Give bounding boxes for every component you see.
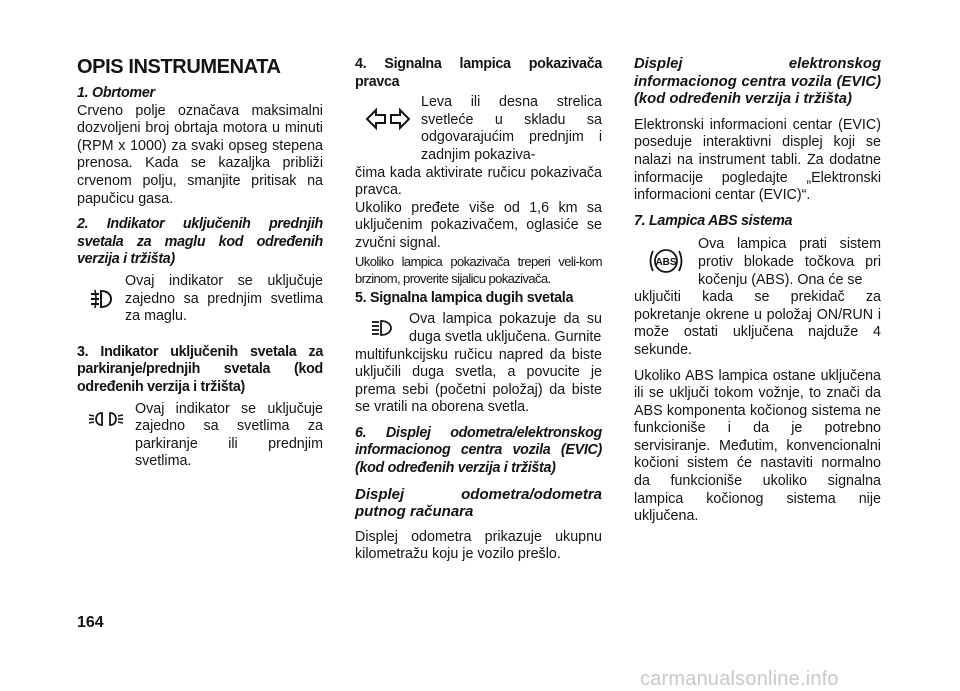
- section-6b-text: Displej odometra prikazuje ukupnu kilometražu koju je vozilo prešlo.: [355, 528, 602, 563]
- section-4-body: [355, 94, 602, 164]
- section-4-text-b: čima kada aktivirate ručicu pokazivača pravca.: [355, 164, 602, 199]
- column-3: [634, 52, 881, 526]
- section-4-text-d: Ukoliko lampica pokazivača treperi veli-kom brzinom, proverite sijalicu pokazivača.: [355, 253, 602, 287]
- column-1: [77, 52, 323, 471]
- section-3-body: [77, 401, 323, 471]
- abs-warning-icon: [634, 236, 698, 286]
- section-3-text: Ovaj indikator se uključuje zajedno sa svetlima za parkiranje ili prednjim svetlima.: [135, 400, 323, 470]
- high-beam-icon: [355, 311, 409, 345]
- parking-lights-icon: [77, 401, 135, 437]
- section-2-heading: 2. Indikator uključenih prednjih svetala za maglu kod određenih verzija i tržišta): [77, 216, 323, 268]
- section-5-heading: 5. Signalna lampica dugih svetala: [355, 289, 574, 306]
- svg-text:ABS: ABS: [655, 257, 677, 269]
- section-1-text: Crveno polje označava maksimalni dozvoljeni broj obrtaja motora u minuti (RPM x 1000) za svaki opseg stepena prenosa. Kada se kazaljka približi crvenom polju, smanjite pritisak na papučicu gasa.: [77, 102, 323, 207]
- section-1-heading: 1. Obrtomer: [77, 85, 155, 101]
- evic-heading: Displej elektronskog informacionog centra vozila (EVIC) (kod određenih verzija i tržišta): [634, 56, 881, 108]
- section-6b-heading: Displej odometra/odometra putnog računara: [355, 485, 602, 521]
- front-fog-light-icon: [77, 273, 125, 325]
- section-4-heading: 4. Signalna lampica pokazivača pravca: [355, 56, 602, 90]
- section-7-text-c: Ukoliko ABS lampica ostane uključena ili se uključi tokom vožnje, to znači da ABS komponenta kočionog sistema ne funkcioniše i da je potrebno servisiranje. Međutim, konvencionalni kočioni sistem će nastaviti normalno da funkcioniše ukoliko signalna lampica kočionog sistema nije uključena.: [634, 367, 881, 525]
- section-4-text-a: Leva ili desna strelica svetleće u skladu sa odgovarajućim prednjim i zadnjim pokaziva-: [421, 94, 602, 163]
- section-2-text: Ovaj indikator se uključuje zajedno sa prednjim svetlima za maglu.: [125, 272, 323, 325]
- section-6-heading: 6. Displej odometra/elektronskog informacionog centra vozila (EVIC) (kod određenih verzija i tržišta): [355, 424, 602, 477]
- page-title: OPIS INSTRUMENATA: [77, 56, 281, 78]
- section-5-text-a: Ova lampica pokazuje da su duga svetla uključena. Gurnite: [409, 311, 602, 345]
- turn-signal-arrows-icon: [355, 94, 421, 144]
- section-4-text-c: Ukoliko pređete više od 1,6 km sa uključenim pokazivačem, oglasiće se zvučni signal.: [355, 199, 602, 251]
- watermark: carmanualsonline.info: [640, 668, 839, 690]
- section-5-text-b: multifunkcijsku ručicu napred da biste uključili duga svetla, a povucite je prema sebi (početni položaj) da biste se vratili na oborena svetla.: [355, 346, 602, 416]
- section-5-body: [355, 311, 602, 346]
- evic-text: Elektronski informacioni centar (EVIC) poseduje interaktivni displej koji se nalazi na instrument tabli. Za dodatne informacije pogledajte „Elektronski informacioni centar (EVIC)“.: [634, 116, 881, 204]
- section-7-text-b: uključiti kada se prekidač za pokretanje okrene u položaj ON/RUN i može ostati uključena najduže 4 sekunde.: [634, 289, 881, 358]
- section-7-heading: 7. Lampica ABS sistema: [634, 212, 793, 229]
- section-7-text-a: Ova lampica prati sistem protiv blokade točkova pri kočenju (ABS). Ona će se: [698, 236, 881, 288]
- section-2-body: [77, 273, 323, 326]
- column-2: [355, 52, 602, 564]
- page-number: 164: [77, 614, 104, 631]
- section-3-heading: 3. Indikator uključenih svetala za parkiranje/prednjih svetala (kod određenih verzija i tržišta): [77, 343, 323, 395]
- section-7-body: [634, 236, 881, 289]
